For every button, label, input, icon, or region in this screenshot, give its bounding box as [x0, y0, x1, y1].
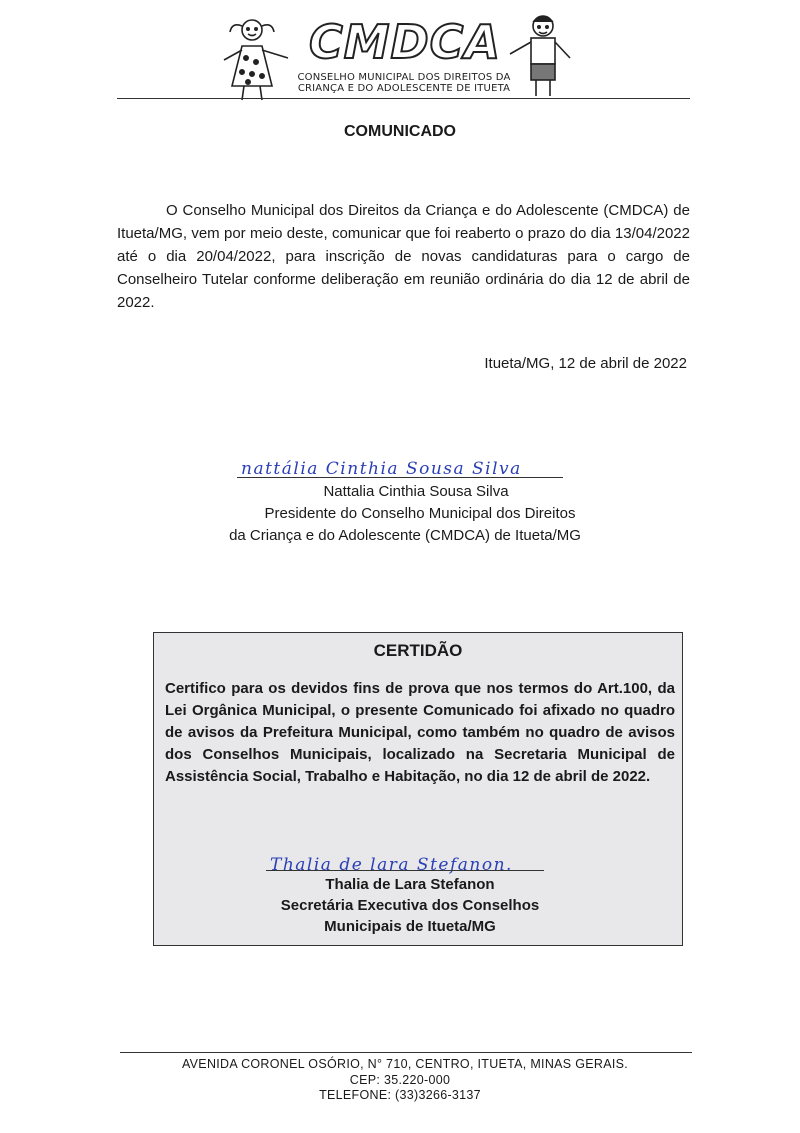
- logo-title: CMDCA: [308, 15, 502, 69]
- handwritten-signature-2: [266, 846, 546, 876]
- signer-1-role-line1: Presidente do Conselho Municipal dos Direitos: [264, 505, 576, 522]
- signer-2-role-line1: Secretária Executiva dos Conselhos: [280, 897, 540, 914]
- signature-1-line: [237, 477, 563, 478]
- header-divider: [117, 98, 690, 99]
- footer-cep: CEP: 35.220-000: [349, 1073, 451, 1087]
- footer-phone: TELEFONE: (33)3266-3137: [319, 1088, 481, 1102]
- document-body: O Conselho Municipal dos Direitos da Criança e do Adolescente (CMDCA) de Itueta/MG, vem por meio deste, comunicar que foi reaberto o prazo do dia 13/04/2022 até o dia 20/04/2022, para inscrição de novas candidaturas para o cargo de Conselheiro Tutelar conforme deliberação em reunião ordinária do dia 12 de abril de 2022.: [117, 202, 690, 311]
- signature-2-line: [266, 870, 544, 871]
- signer-1-role-line2: da Criança e do Adolescente (CMDCA) de Itueta/MG: [229, 527, 581, 544]
- svg-text:Thalia de lara Stefanon.: Thalia de lara Stefanon.: [270, 855, 513, 875]
- date-line: Itueta/MG, 12 de abril de 2022: [484, 355, 687, 372]
- signer-2-role-line2: Municipais de Itueta/MG: [324, 918, 496, 935]
- signer-2-name: Thalia de Lara Stefanon: [325, 876, 495, 893]
- logo-subtitle-line1: CONSELHO MUNICIPAL DOS DIREITOS DA: [297, 72, 511, 83]
- footer-divider: [120, 1052, 692, 1053]
- certidao-text: Certifico para os devidos fins de prova que nos termos do Art.100, da Lei Orgânica Municipal, o presente Comunicado foi afixado no quadro de avisos da Prefeitura Municipal, como também no quadro de avisos dos Conselhos Municipais, localizado na Secretaria Municipal de Assistência Social, Trabalho e Habitação, no dia 12 de abril de 2022.: [165, 680, 675, 785]
- document-title: COMUNICADO: [344, 123, 456, 140]
- certidao-title: CERTIDÃO: [373, 641, 463, 660]
- signer-1-name: Nattalia Cinthia Sousa Silva: [323, 483, 509, 500]
- svg-text:nattália Cinthia Sousa Silva: nattália Cinthia Sousa Silva: [241, 459, 522, 479]
- handwritten-signature-1: [237, 448, 537, 480]
- footer-address: AVENIDA CORONEL OSÓRIO, N° 710, CENTRO, ITUETA, MINAS GERAIS.: [181, 1057, 629, 1071]
- girl-figure-icon: [224, 20, 288, 100]
- logo-subtitle-line2: CRIANÇA E DO ADOLESCENTE DE ITUETA: [297, 83, 511, 94]
